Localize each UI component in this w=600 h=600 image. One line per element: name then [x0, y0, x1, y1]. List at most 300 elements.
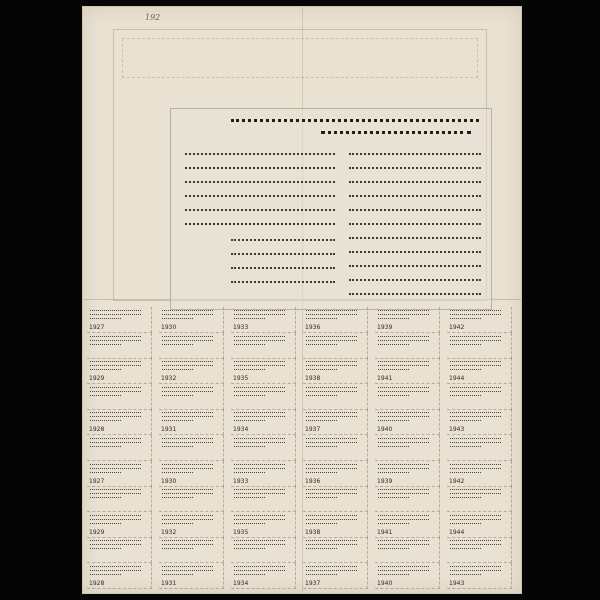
- coupon-fine-print: [306, 361, 357, 362]
- coupon-fine-print: [90, 310, 141, 311]
- coupon-fine-print: [378, 489, 429, 490]
- coupon-fine-print: [450, 391, 501, 392]
- coupon-year: 1929: [89, 375, 105, 383]
- coupon: [231, 563, 296, 589]
- coupon-fine-print: [90, 318, 121, 319]
- coupon-fine-print: [450, 446, 481, 447]
- coupon-fine-print: [450, 519, 501, 520]
- coupon-fine-print: [378, 344, 409, 345]
- coupon-fine-print: [378, 519, 429, 520]
- coupon: [87, 461, 152, 487]
- coupon-fine-print: [234, 361, 285, 362]
- coupon: [375, 486, 440, 512]
- coupon-fine-print: [306, 489, 357, 490]
- coupon: [303, 512, 368, 538]
- coupon-fine-print: [90, 361, 141, 362]
- text-script-line: [349, 195, 481, 197]
- coupon-fine-print: [450, 540, 501, 541]
- coupon-fine-print: [378, 540, 429, 541]
- coupon-year: 1932: [161, 528, 177, 536]
- coupon-fine-print: [162, 395, 193, 396]
- coupon-fine-print: [450, 544, 501, 545]
- text-script-line: [349, 251, 481, 253]
- coupon-fine-print: [378, 336, 429, 337]
- coupon-fine-print: [306, 310, 357, 311]
- coupon-fine-print: [450, 570, 501, 571]
- coupon-fine-print: [162, 548, 193, 549]
- coupon-fine-print: [90, 497, 121, 498]
- coupon-fine-print: [306, 387, 357, 388]
- coupon: [231, 512, 296, 538]
- coupon-fine-print: [162, 318, 193, 319]
- coupon-fine-print: [234, 472, 265, 473]
- coupon-year: 1933: [233, 477, 249, 485]
- coupon-fine-print: [234, 310, 285, 311]
- coupon-fine-print: [234, 438, 285, 439]
- coupon-fine-print: [306, 412, 357, 413]
- coupon: [375, 563, 440, 589]
- coupon-fine-print: [450, 566, 501, 567]
- coupon-year: 1935: [233, 528, 249, 536]
- text-script-line: [185, 195, 335, 197]
- coupon-fine-print: [450, 369, 481, 370]
- coupon: [159, 435, 224, 461]
- coupon-fine-print: [162, 314, 213, 315]
- coupon: [303, 435, 368, 461]
- coupon: [303, 333, 368, 359]
- coupon-fine-print: [378, 523, 409, 524]
- coupon-year: 1942: [449, 477, 465, 485]
- coupon: [447, 537, 512, 563]
- coupon-fine-print: [450, 523, 481, 524]
- coupon: [231, 461, 296, 487]
- coupon-fine-print: [162, 391, 213, 392]
- coupon: [303, 537, 368, 563]
- coupon-fine-print: [162, 361, 213, 362]
- coupon-fine-print: [234, 344, 265, 345]
- coupon-fine-print: [90, 391, 141, 392]
- coupon: [447, 384, 512, 410]
- coupon-year: 1939: [377, 477, 393, 485]
- coupon-fine-print: [234, 336, 285, 337]
- coupon-fine-print: [306, 548, 337, 549]
- coupon: [447, 512, 512, 538]
- coupon-fine-print: [450, 387, 501, 388]
- coupon-fine-print: [378, 310, 429, 311]
- coupon-fine-print: [90, 548, 121, 549]
- coupon-fine-print: [90, 387, 141, 388]
- coupon-fine-print: [306, 515, 357, 516]
- coupon: [87, 384, 152, 410]
- coupon: [375, 461, 440, 487]
- coupon-fine-print: [162, 464, 213, 465]
- coupon-fine-print: [234, 574, 265, 575]
- coupon: [375, 537, 440, 563]
- coupon-fine-print: [306, 442, 357, 443]
- coupon-year: 1939: [377, 324, 393, 331]
- coupon-year: 1927: [89, 477, 105, 485]
- coupon-fine-print: [90, 412, 141, 413]
- coupon-fine-print: [90, 446, 121, 447]
- coupon-fine-print: [90, 489, 141, 490]
- coupon: [87, 537, 152, 563]
- coupon-fine-print: [234, 365, 285, 366]
- coupon-fine-print: [306, 416, 357, 417]
- coupon-fine-print: [162, 438, 213, 439]
- coupon-fine-print: [450, 472, 481, 473]
- coupon-fine-print: [450, 574, 481, 575]
- coupon: [231, 486, 296, 512]
- coupon: [231, 384, 296, 410]
- coupon-fine-print: [450, 344, 481, 345]
- coupon: [447, 358, 512, 384]
- decorative-border: [122, 38, 478, 78]
- coupon: [375, 435, 440, 461]
- coupon-fine-print: [234, 515, 285, 516]
- coupon-fine-print: [378, 369, 409, 370]
- coupon-fine-print: [162, 416, 213, 417]
- coupon: [231, 409, 296, 435]
- coupon: [159, 537, 224, 563]
- coupon-fine-print: [306, 519, 357, 520]
- coupon: [447, 563, 512, 589]
- coupon-fine-print: [162, 570, 213, 571]
- coupon-fine-print: [90, 515, 141, 516]
- coupon-year: 1940: [377, 426, 393, 434]
- coupon-fine-print: [450, 416, 501, 417]
- coupon-fine-print: [162, 523, 193, 524]
- coupon-fine-print: [450, 515, 501, 516]
- coupon-fine-print: [162, 472, 193, 473]
- coupon-fine-print: [450, 442, 501, 443]
- coupon-fine-print: [90, 544, 141, 545]
- coupon-fine-print: [234, 548, 265, 549]
- coupon: [159, 384, 224, 410]
- text-script-line: [185, 181, 335, 183]
- coupon-fine-print: [306, 493, 357, 494]
- coupon-fine-print: [306, 570, 357, 571]
- text-script-line: [231, 239, 335, 241]
- coupon-fine-print: [450, 420, 481, 421]
- bond-certificate-sheet: [82, 6, 522, 594]
- coupon-year: 1941: [377, 375, 393, 383]
- coupon-fine-print: [378, 365, 429, 366]
- coupon-year: 1936: [305, 477, 321, 485]
- coupon-fine-print: [378, 446, 409, 447]
- coupon-fine-print: [378, 468, 429, 469]
- coupon-fine-print: [306, 468, 357, 469]
- coupon-fine-print: [90, 369, 121, 370]
- coupon-fine-print: [450, 395, 481, 396]
- coupon-fine-print: [162, 566, 213, 567]
- coupon-fine-print: [378, 412, 429, 413]
- coupon-fine-print: [162, 412, 213, 413]
- coupon-fine-print: [90, 420, 121, 421]
- coupon-year: 1937: [305, 580, 321, 587]
- coupon-fine-print: [306, 464, 357, 465]
- coupon-fine-print: [306, 438, 357, 439]
- coupon: [303, 409, 368, 435]
- coupon: [303, 563, 368, 589]
- coupon: [447, 333, 512, 359]
- coupon-fine-print: [306, 365, 357, 366]
- coupon: [303, 307, 368, 333]
- heading-script-line: [231, 119, 479, 122]
- coupon-fine-print: [378, 566, 429, 567]
- coupon-fine-print: [378, 420, 409, 421]
- coupon-year: 1934: [233, 580, 249, 587]
- coupon-fine-print: [306, 472, 337, 473]
- coupon-fine-print: [306, 544, 357, 545]
- coupon-fine-print: [90, 493, 141, 494]
- coupon: [231, 435, 296, 461]
- coupon: [375, 409, 440, 435]
- coupon: [159, 486, 224, 512]
- text-script-line: [231, 253, 335, 255]
- coupon: [447, 461, 512, 487]
- coupon: [87, 358, 152, 384]
- coupon-fine-print: [234, 493, 285, 494]
- coupon-fine-print: [162, 519, 213, 520]
- coupon-fine-print: [450, 497, 481, 498]
- coupon-fine-print: [162, 387, 213, 388]
- coupon-fine-print: [306, 344, 337, 345]
- coupon-fine-print: [234, 314, 285, 315]
- coupon-fine-print: [450, 318, 481, 319]
- coupon: [87, 512, 152, 538]
- coupon-fine-print: [162, 344, 193, 345]
- coupon-fine-print: [90, 340, 141, 341]
- coupon: [447, 486, 512, 512]
- coupon-fine-print: [162, 446, 193, 447]
- coupon-fine-print: [162, 489, 213, 490]
- coupon-year: 1930: [161, 324, 177, 331]
- coupon: [303, 486, 368, 512]
- coupon-fine-print: [162, 420, 193, 421]
- coupon-fine-print: [162, 515, 213, 516]
- coupon-fine-print: [162, 468, 213, 469]
- coupon-fine-print: [90, 365, 141, 366]
- text-script-line: [349, 265, 481, 267]
- coupon-fine-print: [90, 442, 141, 443]
- text-script-line: [349, 293, 481, 295]
- coupon-fine-print: [450, 464, 501, 465]
- coupon: [159, 358, 224, 384]
- coupon-fine-print: [450, 310, 501, 311]
- coupon: [159, 563, 224, 589]
- text-script-line: [231, 267, 335, 269]
- coupon-grid: [87, 307, 517, 589]
- coupon: [375, 384, 440, 410]
- coupon-fine-print: [90, 416, 141, 417]
- coupon: [159, 512, 224, 538]
- coupon: [375, 307, 440, 333]
- coupon-year: 1938: [305, 375, 321, 383]
- coupon-fine-print: [234, 468, 285, 469]
- text-script-line: [349, 181, 481, 183]
- coupon-fine-print: [306, 314, 357, 315]
- coupon-fine-print: [306, 574, 337, 575]
- ottoman-text-panel: [170, 108, 492, 310]
- coupon-fine-print: [306, 336, 357, 337]
- coupon-fine-print: [450, 438, 501, 439]
- coupon-fine-print: [378, 340, 429, 341]
- coupon-fine-print: [306, 340, 357, 341]
- coupon-fine-print: [162, 369, 193, 370]
- text-script-line: [349, 223, 481, 225]
- coupon-fine-print: [234, 570, 285, 571]
- coupon-fine-print: [378, 387, 429, 388]
- text-script-line: [349, 279, 481, 281]
- coupon-fine-print: [306, 497, 337, 498]
- coupon: [231, 333, 296, 359]
- heading-script-line: [321, 131, 471, 134]
- coupon-fine-print: [90, 468, 141, 469]
- coupon-year: 1943: [449, 426, 465, 434]
- text-script-line: [185, 209, 335, 211]
- coupon-fine-print: [162, 497, 193, 498]
- coupon-year: 1927: [89, 324, 105, 331]
- coupon-fine-print: [378, 497, 409, 498]
- coupon: [159, 461, 224, 487]
- coupon-fine-print: [234, 340, 285, 341]
- coupon-fine-print: [378, 493, 429, 494]
- coupon-fine-print: [378, 574, 409, 575]
- coupon-fine-print: [90, 566, 141, 567]
- coupon-fine-print: [306, 446, 337, 447]
- coupon: [447, 435, 512, 461]
- coupon-year: 1937: [305, 426, 321, 434]
- coupon-fine-print: [450, 489, 501, 490]
- coupon-fine-print: [234, 566, 285, 567]
- coupon-fine-print: [90, 314, 141, 315]
- coupon-fine-print: [450, 314, 501, 315]
- coupon-fine-print: [450, 468, 501, 469]
- coupon-fine-print: [378, 548, 409, 549]
- text-script-line: [349, 209, 481, 211]
- coupon-year: 1943: [449, 580, 465, 587]
- coupon: [159, 333, 224, 359]
- coupon-fine-print: [306, 391, 357, 392]
- coupon-fine-print: [234, 464, 285, 465]
- coupon-fine-print: [378, 544, 429, 545]
- coupon-year: 1928: [89, 426, 105, 434]
- coupon-fine-print: [234, 544, 285, 545]
- coupon-year: 1941: [377, 528, 393, 536]
- coupon-year: 1936: [305, 324, 321, 331]
- coupon-fine-print: [234, 318, 265, 319]
- coupon-fine-print: [90, 519, 141, 520]
- pencil-note: 192: [145, 13, 161, 22]
- coupon-fine-print: [234, 369, 265, 370]
- coupon-year: 1930: [161, 477, 177, 485]
- coupon-fine-print: [234, 391, 285, 392]
- coupon-fine-print: [162, 540, 213, 541]
- coupon-fine-print: [234, 540, 285, 541]
- text-script-line: [349, 153, 481, 155]
- coupon-fine-print: [162, 544, 213, 545]
- coupon: [87, 409, 152, 435]
- coupon-fine-print: [162, 574, 193, 575]
- coupon: [231, 537, 296, 563]
- coupon: [303, 358, 368, 384]
- coupon-fine-print: [450, 365, 501, 366]
- coupon: [87, 563, 152, 589]
- text-script-line: [185, 153, 335, 155]
- coupon-fine-print: [378, 395, 409, 396]
- coupon-fine-print: [378, 318, 409, 319]
- coupon-fine-print: [450, 412, 501, 413]
- coupon-year: 1944: [449, 375, 465, 383]
- text-script-line: [185, 223, 335, 225]
- coupon: [375, 512, 440, 538]
- coupon-fine-print: [450, 548, 481, 549]
- coupon-fine-print: [234, 395, 265, 396]
- coupon-fine-print: [90, 472, 121, 473]
- coupon-fine-print: [90, 523, 121, 524]
- coupon: [375, 333, 440, 359]
- text-script-line: [231, 281, 335, 283]
- coupon-fine-print: [234, 420, 265, 421]
- coupon-fine-print: [234, 497, 265, 498]
- coupon-year: 1934: [233, 426, 249, 434]
- coupon: [231, 358, 296, 384]
- coupon: [231, 307, 296, 333]
- coupon-fine-print: [450, 340, 501, 341]
- coupon-fine-print: [378, 361, 429, 362]
- coupon-fine-print: [306, 369, 337, 370]
- coupon-fine-print: [378, 464, 429, 465]
- coupon-year: 1938: [305, 528, 321, 536]
- coupon: [87, 435, 152, 461]
- coupon-fine-print: [162, 493, 213, 494]
- coupon-fine-print: [450, 336, 501, 337]
- coupon-fine-print: [234, 519, 285, 520]
- coupon-fine-print: [306, 395, 337, 396]
- coupon: [159, 409, 224, 435]
- coupon-fine-print: [234, 446, 265, 447]
- coupon-fine-print: [378, 570, 429, 571]
- coupon-fine-print: [378, 472, 409, 473]
- coupon-fine-print: [162, 442, 213, 443]
- coupon-fine-print: [162, 336, 213, 337]
- coupon: [375, 358, 440, 384]
- text-script-line: [349, 237, 481, 239]
- coupon-fine-print: [90, 464, 141, 465]
- coupon-fine-print: [306, 566, 357, 567]
- coupon-fine-print: [162, 365, 213, 366]
- coupon: [87, 486, 152, 512]
- coupon-year: 1931: [161, 426, 177, 434]
- coupon-fine-print: [234, 442, 285, 443]
- coupon-fine-print: [378, 314, 429, 315]
- coupon-year: 1932: [161, 375, 177, 383]
- coupon-year: 1935: [233, 375, 249, 383]
- coupon-fine-print: [234, 489, 285, 490]
- coupon-fine-print: [378, 515, 429, 516]
- coupon-fine-print: [306, 523, 337, 524]
- coupon-fine-print: [90, 438, 141, 439]
- coupon-year: 1929: [89, 528, 105, 536]
- coupon-fine-print: [162, 340, 213, 341]
- coupon-year: 1931: [161, 580, 177, 587]
- coupon: [447, 409, 512, 435]
- coupon-year: 1942: [449, 324, 465, 331]
- coupon-year: 1928: [89, 580, 105, 587]
- coupon-fine-print: [306, 318, 337, 319]
- coupon: [87, 333, 152, 359]
- coupon-fine-print: [306, 420, 337, 421]
